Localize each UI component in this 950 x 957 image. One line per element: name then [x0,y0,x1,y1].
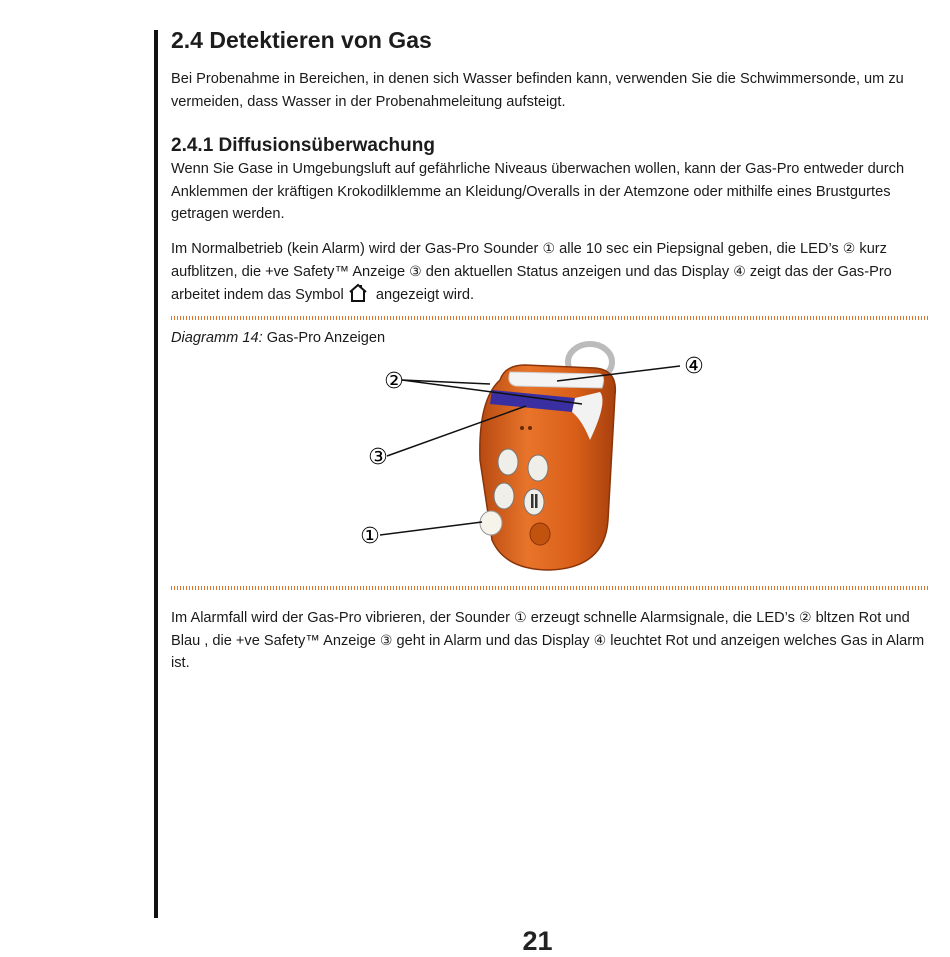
subsection-heading: 2.4.1 Diffusionsüberwachung [171,135,435,156]
dotted-divider-top [171,316,929,320]
callout-1: ① [360,524,380,549]
left-margin-rule [154,30,158,918]
marker-4: ④ [593,632,607,649]
diffusion-paragraph: Wenn Sie Gase in Umgebungsluft auf gefährliche Niveaus überwachen wollen, kann der Gas-Pro entweder durch Anklemmen der kräftigen Krokodilklemme an Kleidung/Overalls in der Atemzone oder mithilfe eines Brustgurtes getragen werden. [171,161,905,222]
text: angezeigt wird. [371,287,474,303]
button-4 [524,489,544,515]
caption-text: Gas-Pro Anzeigen [262,330,386,346]
display [509,372,604,388]
callout-3: ③ [368,445,388,470]
text: den aktuellen Status anzeigen und das Display [421,263,734,280]
sounder [480,511,502,535]
house-icon [348,283,368,311]
text: alle 10 sec ein Piepsignal geben, die LED’s [555,241,843,257]
marker-2: ② [842,241,856,257]
text: Im Normalbetrieb (kein Alarm) wird der Gas-Pro Sounder [171,241,543,257]
button-1 [498,449,518,475]
text: Im Alarmfall wird der Gas-Pro vibrieren, der Sounder [171,610,515,626]
button-2 [528,455,548,481]
text: bltzen Rot und Blau , die +ve Safety™ Anzeige [171,610,910,649]
marker-1: ① [514,610,527,626]
marker-3: ③ [409,263,422,280]
dotted-divider-bottom [171,586,929,590]
normal-operation-paragraph [171,238,931,311]
caption-label: Diagramm 14: [171,330,263,346]
marker-1: ① [542,241,556,257]
text: erzeugt schnelle Alarmsignale, die LED’s [526,610,799,626]
callout-4: ④ [684,354,704,379]
text: kurz aufblitzen, die +ve Safety™ Anzeige [171,241,887,280]
intro-paragraph: Bei Probenahme in Bereichen, in denen sich Wasser befinden kann, verwenden Sie die Schwimmersonde, um zu vermeiden, dass Wasser in der Probenahmeleitung aufsteigt. [171,71,904,110]
section-heading: 2.4 Detektieren von Gas [171,27,432,53]
text: geht in Alarm und das Display [392,632,594,649]
alarm-paragraph [171,607,931,675]
page-number: 21 [522,926,553,956]
marker-2: ② [798,610,812,626]
gas-pro-diagram [350,340,730,580]
sensor-port [530,523,550,545]
text: leuchtet Rot und anzeigen welches Gas in Alarm ist. [171,632,925,671]
callout-2: ② [384,369,404,394]
gas-pro-device-illustration [350,340,730,580]
text: zeigt das der Gas-Pro arbeitet indem das Symbol [171,263,892,303]
button-3 [494,483,514,509]
marker-4: ④ [733,263,746,280]
marker-3: ③ [379,632,393,649]
